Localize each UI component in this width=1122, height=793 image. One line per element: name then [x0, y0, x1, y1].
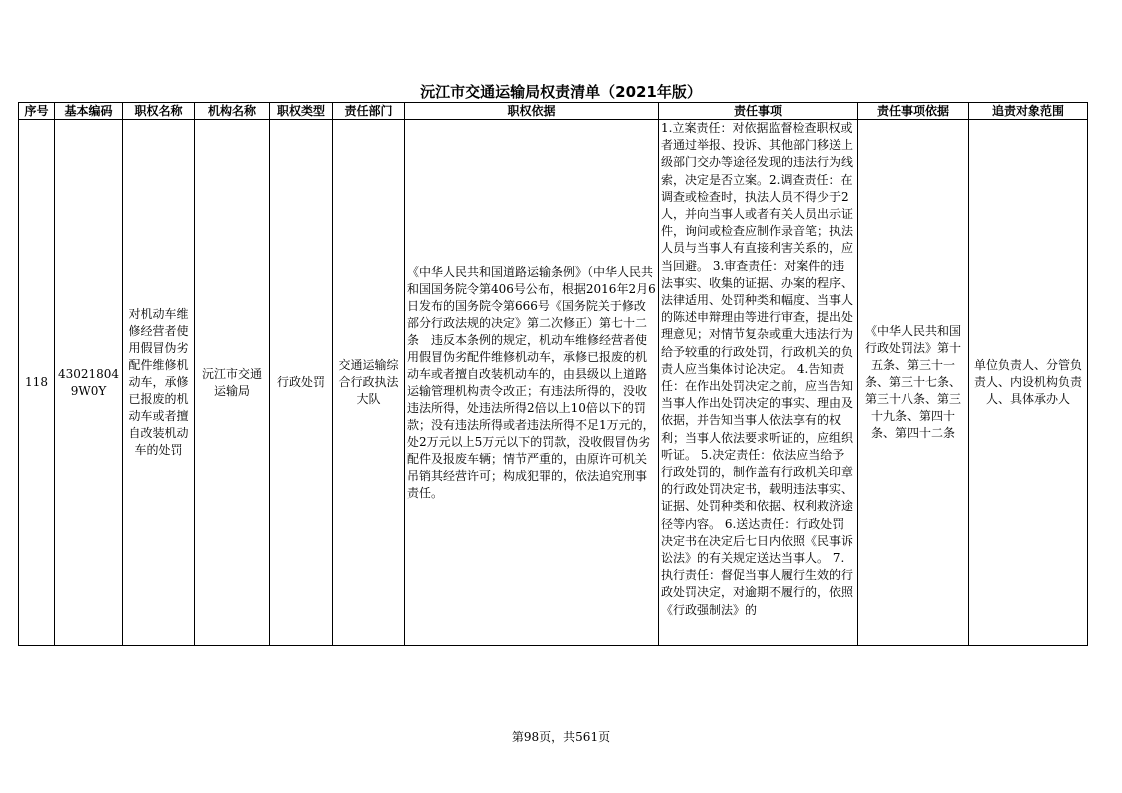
header-accountability: 追责对象范围 — [969, 103, 1088, 120]
cell-department: 交通运输综合行政执法大队 — [333, 120, 405, 646]
header-index: 序号 — [19, 103, 55, 120]
header-duties: 责任事项 — [659, 103, 858, 120]
header-agency: 机构名称 — [195, 103, 270, 120]
responsibility-table — [18, 102, 1088, 646]
cell-index: 118 — [19, 120, 55, 646]
cell-power-type: 行政处罚 — [270, 120, 333, 646]
table-header-row — [19, 103, 1088, 120]
cell-duties: 1.立案责任：对依据监督检查职权或者通过举报、投诉、其他部门移送上级部门交办等途径发现的违法行为线索，决定是否立案。2.调查责任：在调查或检查时，执法人员不得少于2人，并向当事人或者有关人员出示证件，询问或检查应制作录音笔；执法人员与当事人有直接利害关系的，应当回避。 3.审查责任：对案件的违法事实、收集的证据、办案的程序、法律适用、处罚种类和幅度、当事人的陈述申辩理由等进行审查，提出处理意见；对情节复杂或重大违法行为给予较重的行政处罚，行政机关的负责人应当集体讨论决定。 4.告知责任：在作出处罚决定之前，应当告知当事人作出处罚决定的事实、理由及依据，并告知当事人依法享有的权利；当事人依法要求听证的，应组织听证。 5.决定责任：依法应当给予行政处罚的，制作盖有行政机关印章的行政处罚决定书，载明违法事实、证据、处罚种类和依据、权利救济途径等内容。 6.送达责任：行政处罚决定书在决定后七日内依照《民事诉讼法》的有关规定送达当事人。 7.执行责任：督促当事人履行生效的行政处罚决定，对逾期不履行的，依照《行政强制法》的 — [659, 120, 858, 646]
cell-duties-basis: 《中华人民共和国行政处罚法》第十五条、第三十一条、第三十七条、第三十八条、第三十九条、第四十条、第四十二条 — [858, 120, 969, 646]
header-code: 基本编码 — [55, 103, 123, 120]
header-basis: 职权依据 — [405, 103, 659, 120]
cell-accountability: 单位负责人、分管负责人、内设机构负责人、具体承办人 — [969, 120, 1088, 646]
header-department: 责任部门 — [333, 103, 405, 120]
cell-code: 430218049W0Y — [55, 120, 123, 646]
header-power-name: 职权名称 — [123, 103, 195, 120]
cell-power-name: 对机动车维修经营者使用假冒伪劣配件维修机动车，承修已报废的机动车或者擅自改装机动车的处罚 — [123, 120, 195, 646]
page-footer: 第98页，共561页 — [511, 730, 611, 744]
header-power-type: 职权类型 — [270, 103, 333, 120]
cell-agency: 沅江市交通运输局 — [195, 120, 270, 646]
table-row — [19, 120, 1088, 646]
page-title: 沅江市交通运输局权责清单（2021年版） — [420, 83, 702, 101]
cell-basis: 《中华人民共和国道路运输条例》（中华人民共和国国务院令第406号公布，根据2016年2月6日发布的国务院令第666号《国务院关于修改部分行政法规的决定》第二次修正）第七十二条 违反本条例的规定，机动车维修经营者使用假冒伪劣配件维修机动车，承修已报废的机动车或者擅自改装机动车的，由县级以上道路运输管理机构责令改正；有违法所得的，没收违法所得，处违法所得2倍以上10倍以下的罚款；没有违法所得或者违法所得不足1万元的，处2万元以上5万元以下的罚款，没收假冒伪劣配件及报废车辆；情节严重的，由原许可机关吊销其经营许可；构成犯罪的，依法追究刑事责任。 — [405, 120, 659, 646]
header-duties-basis: 责任事项依据 — [858, 103, 969, 120]
